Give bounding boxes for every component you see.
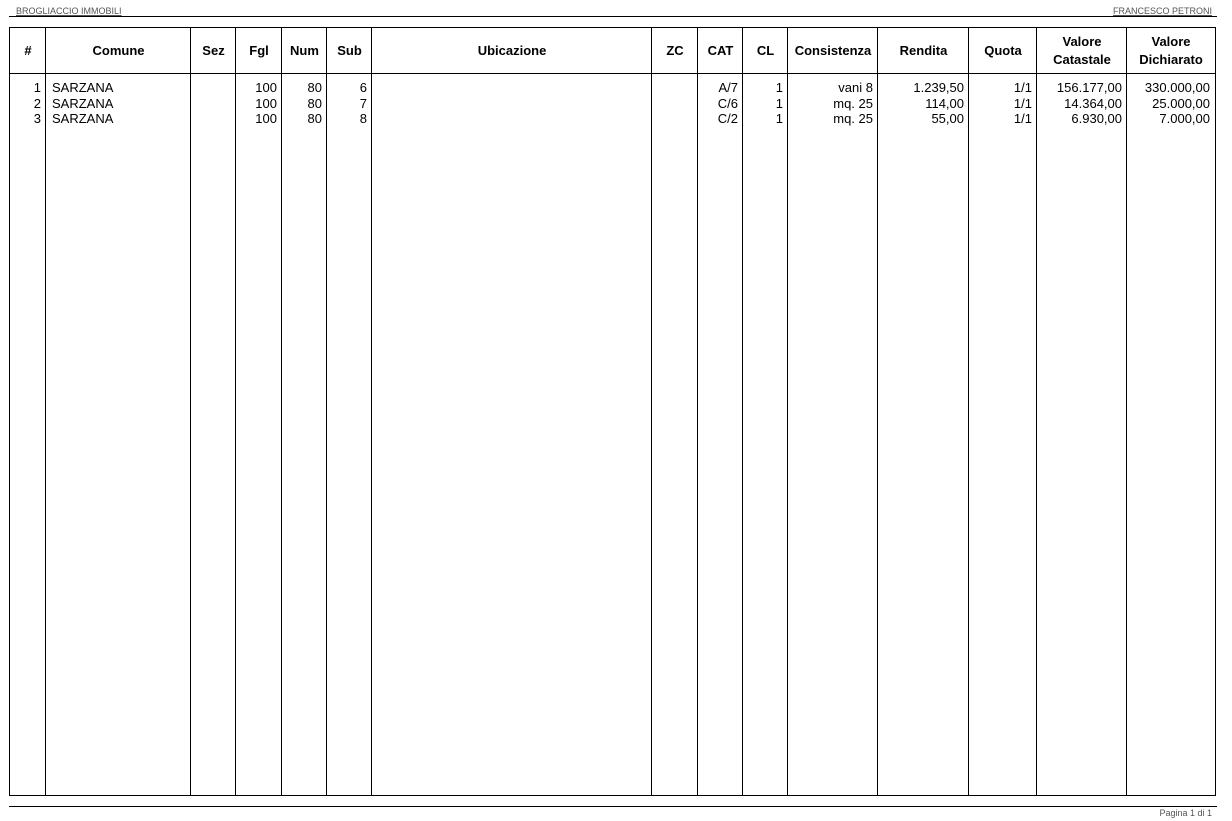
table-cell-quota: 1/1 [1013,111,1032,126]
column-header-rendita: Rendita [899,42,948,58]
table-cell-n: 2 [33,95,41,111]
owner-name: FRANCESCO PETRONI [1112,6,1212,16]
report-title: BROGLIACCIO IMMOBILI [16,6,122,16]
column-header-num: Num [290,42,319,58]
column-sub [327,28,372,795]
table-cell-valore_catastale: 156.177,00 [1056,80,1122,95]
table-cell-cat: C/6 [717,95,738,111]
column-header-consistenza: Consistenza [794,42,872,58]
column-header-zc: ZC [666,42,684,58]
column-fgl [236,28,282,795]
column-comune [46,28,191,795]
table-cell-n: 1 [33,80,41,95]
table-cell-ubicazione [372,111,652,126]
table-cell-cl: 1 [775,80,783,95]
table-cell-sez [191,111,236,126]
table-cell-num: 80 [307,80,322,95]
table-cell-ubicazione [372,80,652,95]
table-cell-cl: 1 [775,111,783,126]
table-cell-fgl: 100 [255,111,277,126]
table-cell-zc [652,96,698,111]
property-table [9,27,1216,796]
page-header [16,4,1212,16]
column-header-cl: CL [756,42,775,58]
footer-divider [9,806,1217,807]
table-cell-rendita: 55,00 [931,111,964,126]
column-header-sez: Sez [202,42,225,58]
column-cat [698,28,743,795]
table-cell-rendita: 1.239,50 [913,80,964,95]
table-cell-sub: 6 [359,80,367,95]
table-cell-num: 80 [307,95,322,111]
table-cell-sez [191,80,236,95]
table-cell-comune: SARZANA [52,111,114,126]
column-consistenza [788,28,878,795]
page-number: Pagina 1 di 1 [1159,808,1212,818]
column-num [282,28,327,795]
table-cell-consistenza: vani 8 [838,80,873,95]
column-valore_catastale [1037,28,1127,795]
table-cell-consistenza: mq. 25 [833,111,873,126]
table-cell-valore_dichiarato: 330.000,00 [1144,80,1210,95]
column-header-ubicazione: Ubicazione [477,42,547,58]
table-cell-sub: 8 [359,111,367,126]
column-header-n: # [24,42,32,58]
table-cell-ubicazione [372,96,652,111]
table-cell-sub: 7 [359,95,367,111]
table-cell-zc [652,111,698,126]
column-zc [652,28,698,795]
column-header-valore_dichiarato: Valore Dichiarato [1139,33,1203,67]
column-sez [191,28,236,795]
column-quota [969,28,1037,795]
table-cell-valore_catastale: 14.364,00 [1064,95,1122,111]
table-cell-sez [191,96,236,111]
column-ubicazione [372,28,652,795]
column-rendita [878,28,969,795]
column-header-cat: CAT [707,42,734,58]
table-cell-consistenza: mq. 25 [833,95,873,111]
table-cell-rendita: 114,00 [925,95,964,111]
table-cell-fgl: 100 [255,95,277,111]
table-cell-valore_catastale: 6.930,00 [1071,111,1122,126]
header-row-divider [10,73,1215,74]
table-cell-cat: C/2 [717,111,738,126]
column-valore_dichiarato [1127,28,1215,795]
column-cl [743,28,788,795]
table-cell-comune: SARZANA [52,95,114,111]
table-cell-comune: SARZANA [52,80,114,95]
table-cell-cl: 1 [775,95,783,111]
column-header-valore_catastale: Valore Catastale [1053,33,1111,67]
table-cell-quota: 1/1 [1013,95,1032,111]
table-cell-cat: A/7 [718,80,738,95]
table-cell-n: 3 [33,111,41,126]
column-header-sub: Sub [337,42,362,58]
header-divider [9,16,1217,17]
table-cell-valore_dichiarato: 7.000,00 [1159,111,1210,126]
table-cell-valore_dichiarato: 25.000,00 [1152,95,1210,111]
table-cell-num: 80 [307,111,322,126]
column-header-fgl: Fgl [249,42,269,58]
table-cell-quota: 1/1 [1013,80,1032,95]
table-cell-fgl: 100 [255,80,277,95]
column-n [10,28,46,795]
column-header-quota: Quota [984,42,1022,58]
table-cell-zc [652,80,698,95]
column-header-comune: Comune [92,42,145,58]
